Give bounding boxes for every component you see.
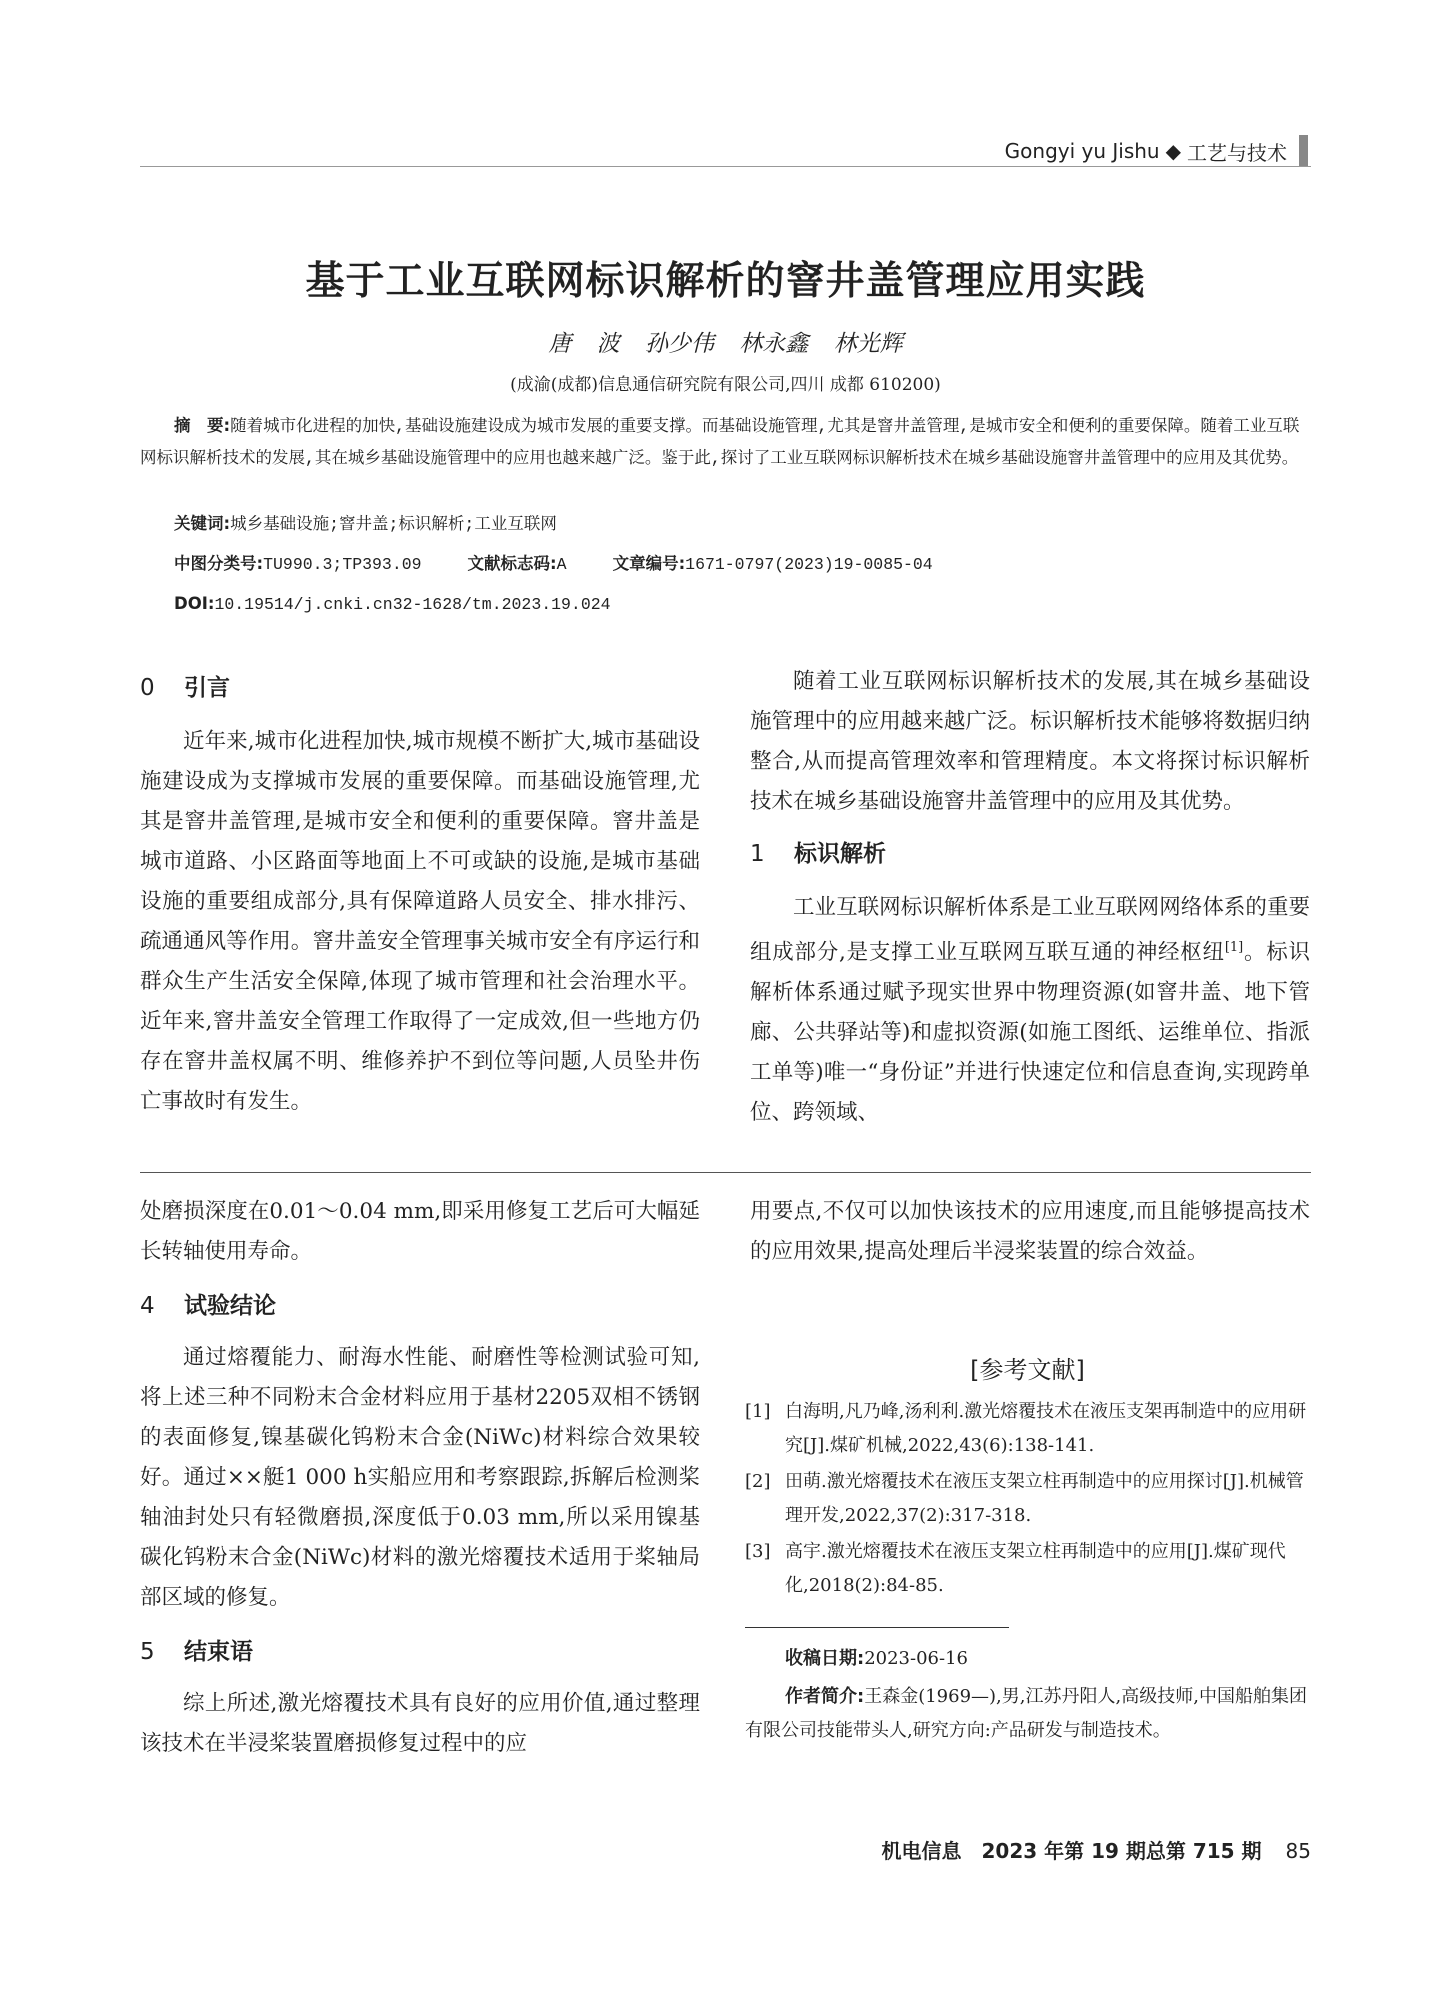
footnote-rule [745, 1627, 1009, 1628]
diamond-icon: ◆ [1165, 139, 1181, 163]
closing-paragraph: 综上所述,激光熔覆技术具有良好的应用价值,通过整理该技术在半浸桨装置磨损修复过程中的应 [140, 1691, 700, 1756]
affiliation: (成渝(成都)信息通信研究院有限公司,四川 成都 610200) [510, 375, 941, 395]
doi-label: DOI: [174, 594, 215, 613]
doccode-label: 文献标志码: [467, 554, 557, 573]
section-heading-5: 5 结束语 [140, 1639, 253, 1665]
lower-right-column [750, 1192, 1310, 1272]
header-rule [140, 166, 1311, 167]
section-heading-0: 0 引言 [140, 675, 230, 701]
continued-paragraph-right: 用要点,不仅可以加快该技术的应用速度,而且能够提高技术的应用效果,提高处理后半浸桨装置的综合效益。 [750, 1199, 1310, 1264]
intro-paragraph-2: 随着工业互联网标识解析技术的发展,其在城乡基础设施管理中的应用越来越广泛。标识解析技术能够将数据归纳整合,从而提高管理效率和管理精度。本文将探讨标识解析技术在城乡基础设施窨井盖管理中的应用及其优势。 [750, 669, 1310, 814]
header-bar [1299, 135, 1308, 167]
running-header [1005, 135, 1308, 167]
received-date: 收稿日期:2023-06-16 [785, 1648, 968, 1669]
doccode-value: A [556, 555, 567, 574]
citation-link[interactable]: [1] [1224, 940, 1244, 955]
page-footer [881, 1835, 1311, 1864]
references-title: [参考文献] [970, 1356, 1085, 1384]
conclusion-paragraph: 通过熔覆能力、耐海水性能、耐磨性等检测试验可知,将上述三种不同粉末合金材料应用于基材2205双相不锈钢的表面修复,镍基碳化钨粉末合金(NiWc)材料综合效果较好。通过××艇1 000 h实船应用和考察跟踪,拆解后检测桨轴油封处只有轻微磨损,深度低于0.03 mm,所以采用镍基碳化钨粉末合金(NiWc)材料的激光熔覆技术适用于桨轴局部区域的修复。 [140, 1345, 700, 1610]
abstract-text: 随着城市化进程的加快,基础设施建设成为城市发展的重要支撑。而基础设施管理,尤其是窨井盖管理,是城市安全和便利的重要保障。随着工业互联网标识解析技术的发展,其在城乡基础设施管理中的应用也越来越广泛。鉴于此,探讨了工业互联网标识解析技术在城乡基础设施窨井盖管理中的应用及其优势。 [140, 417, 1300, 468]
section-heading-1: 1 标识解析 [750, 841, 886, 867]
page-number: 85 [1285, 1839, 1311, 1863]
clc-value: TU990.3;TP393.09 [263, 555, 422, 574]
article-value: 1671-0797(2023)19-0085-04 [685, 555, 933, 574]
paper-title: 基于工业互联网标识解析的窨井盖管理应用实践 [305, 259, 1146, 304]
upper-right-column [750, 662, 1310, 1133]
authors: 唐 波 孙少伟 林永鑫 林光辉 [548, 331, 903, 357]
journal-issue: 机电信息 2023 年第 19 期总第 715 期 [881, 1839, 1262, 1863]
doi-line [140, 588, 1310, 621]
continued-paragraph: 处磨损深度在0.01～0.04 mm,即采用修复工艺后可大幅延长转轴使用寿命。 [140, 1199, 700, 1264]
intro-paragraph: 近年来,城市化进程加快,城市规模不断扩大,城市基础设施建设成为支撑城市发展的重要保障。而基础设施管理,尤其是窨井盖管理,是城市安全和便利的重要保障。窨井盖是城市道路、小区路面等地面上不可或缺的设施,是城市基础设施的重要组成部分,具有保障道路人员安全、排水排污、疏通通风等作用。窨井盖安全管理事关城市安全有序运行和群众生产生活安全保障,体现了城市管理和社会治理水平。近年来,窨井盖安全管理工作取得了一定成效,但一些地方仍存在窨井盖权属不明、维修养护不到位等问题,人员坠井伤亡事故时有发生。 [140, 729, 700, 1114]
keywords-text: 城乡基础设施;窨井盖;标识解析;工业互联网 [230, 515, 557, 534]
section-divider [140, 1172, 1311, 1173]
abstract [140, 410, 1310, 475]
doi-link[interactable]: 10.19514/j.cnki.cn32-1628/tm.2023.19.024 [214, 595, 611, 614]
clc-label: 中图分类号: [174, 554, 264, 573]
identification-paragraph: 工业互联网标识解析体系是工业互联网网络体系的重要组成部分,是支撑工业互联网互联互通的神经枢纽[1]。标识解析体系通过赋予现实世界中物理资源(如窨井盖、地下管廊、公共驿站等)和虚拟资源(如施工图纸、运维单位、指派工单等)唯一“身份证”并进行快速定位和信息查询,实现跨单位、跨领域、 [750, 895, 1310, 1126]
lower-left-column [140, 1192, 700, 1764]
article-label: 文章编号: [612, 554, 686, 573]
reference-item: [1] 白海明,凡乃峰,汤利利.激光熔覆技术在液压支架再制造中的应用研究[J].煤矿机械,2022,43(6):138-141. [745, 1401, 1307, 1456]
section-heading-4: 4 试验结论 [140, 1293, 276, 1319]
classification-line [140, 548, 1310, 581]
upper-left-column [140, 668, 700, 1122]
reference-item: [2] 田萌.激光熔覆技术在液压支架立柱再制造中的应用探讨[J].机械管理开发,2022,37(2):317-318. [745, 1471, 1304, 1526]
reference-item: [3] 高宇.激光熔覆技术在液压支架立柱再制造中的应用[J].煤矿现代化,2018(2):84-85. [745, 1541, 1286, 1596]
header-section: 工艺与技术 [1187, 140, 1287, 165]
abstract-label: 摘 要: [174, 416, 231, 435]
header-pinyin: Gongyi yu Jishu [1004, 139, 1160, 163]
keywords [140, 508, 1310, 541]
keywords-label: 关键词: [174, 514, 231, 533]
author-bio: 作者简介:王森金(1969—),男,江苏丹阳人,高级技师,中国船舶集团有限公司技能带头人,研究方向:产品研发与制造技术。 [745, 1686, 1307, 1741]
